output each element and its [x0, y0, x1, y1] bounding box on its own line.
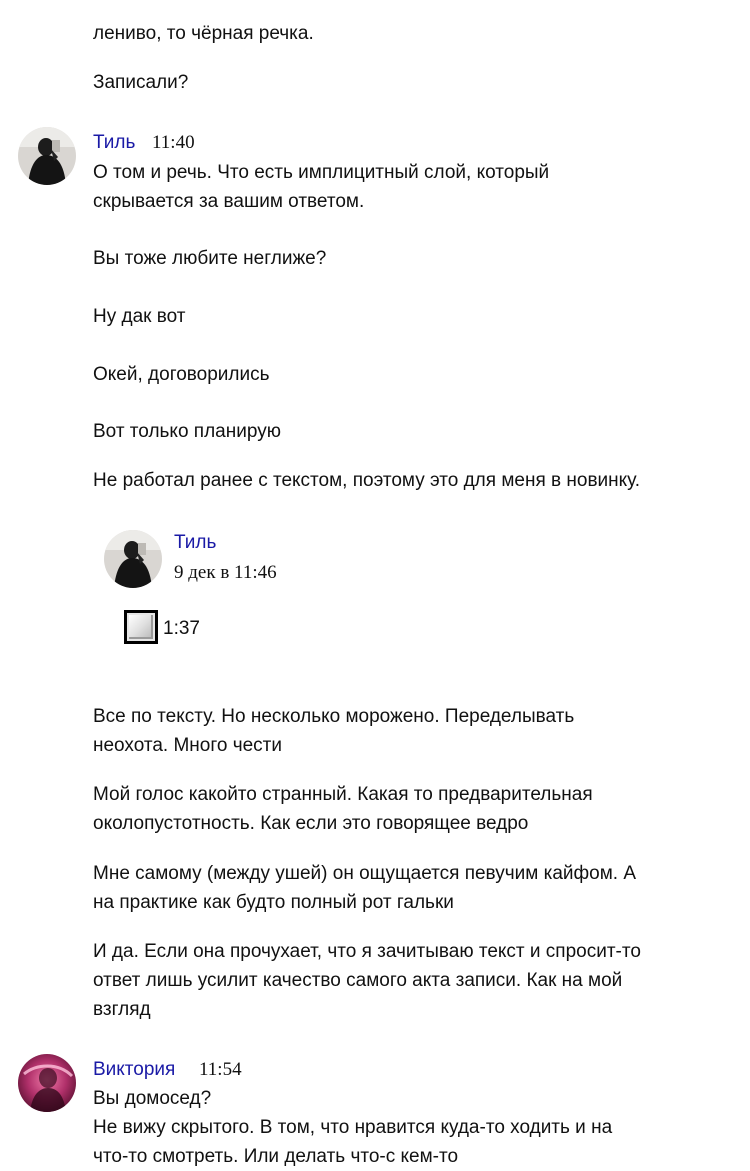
- message-text: Окей, договорились: [93, 364, 270, 385]
- message-text: Мне самому (между ушей) он ощущается певучим кайфом. А на практике как будто полный рот гальки: [93, 863, 636, 913]
- author-name[interactable]: Виктория: [93, 1059, 176, 1080]
- message-time[interactable]: 11:40: [152, 132, 195, 153]
- play-icon: [129, 615, 153, 639]
- avatar[interactable]: [18, 1054, 76, 1112]
- message-text: Записали?: [93, 72, 189, 93]
- avatar[interactable]: [18, 127, 76, 185]
- message-text: О том и речь. Что есть имплицитный слой, который скрывается за вашим ответом.: [93, 162, 550, 212]
- profile-photo-icon: [104, 530, 162, 588]
- profile-photo-icon: [18, 1054, 76, 1112]
- message-text: Вот только планирую: [93, 421, 281, 442]
- voice-play-button[interactable]: [124, 610, 158, 644]
- message-text: Вы домосед?: [93, 1088, 212, 1109]
- profile-photo-icon: [18, 127, 76, 185]
- message-text: Вы тоже любите неглиже?: [93, 248, 327, 269]
- message-text: Ну дак вот: [93, 306, 186, 327]
- message-text: Не вижу скрытого. В том, что нравится куда-то ходить и на: [93, 1117, 613, 1138]
- message-text: что-то смотреть. Или делать что-с кем-то: [93, 1146, 459, 1167]
- voice-duration: 1:37: [163, 618, 200, 639]
- forwarded-date[interactable]: 9 дек в 11:46: [174, 562, 277, 583]
- message-time[interactable]: 11:54: [199, 1059, 242, 1080]
- message-text: Не работал ранее с текстом, поэтому это для меня в новинку.: [93, 470, 641, 491]
- message-text: лениво, то чёрная речка.: [93, 23, 314, 44]
- forwarded-avatar[interactable]: [104, 530, 162, 588]
- message-text: Все по тексту. Но несколько морожено. Переделывать неохота. Много чести: [93, 706, 575, 756]
- author-name[interactable]: Тиль: [93, 132, 136, 153]
- message-text: И да. Если она прочухает, что я зачитываю текст и спросит-то ответ лишь усилит качество самого акта записи. Как на мой взгляд: [93, 941, 641, 1020]
- message-text: Мой голос какойто странный. Какая то предварительная околопустотность. Как если это говорящее ведро: [93, 784, 593, 834]
- forwarded-author-name[interactable]: Тиль: [174, 532, 217, 553]
